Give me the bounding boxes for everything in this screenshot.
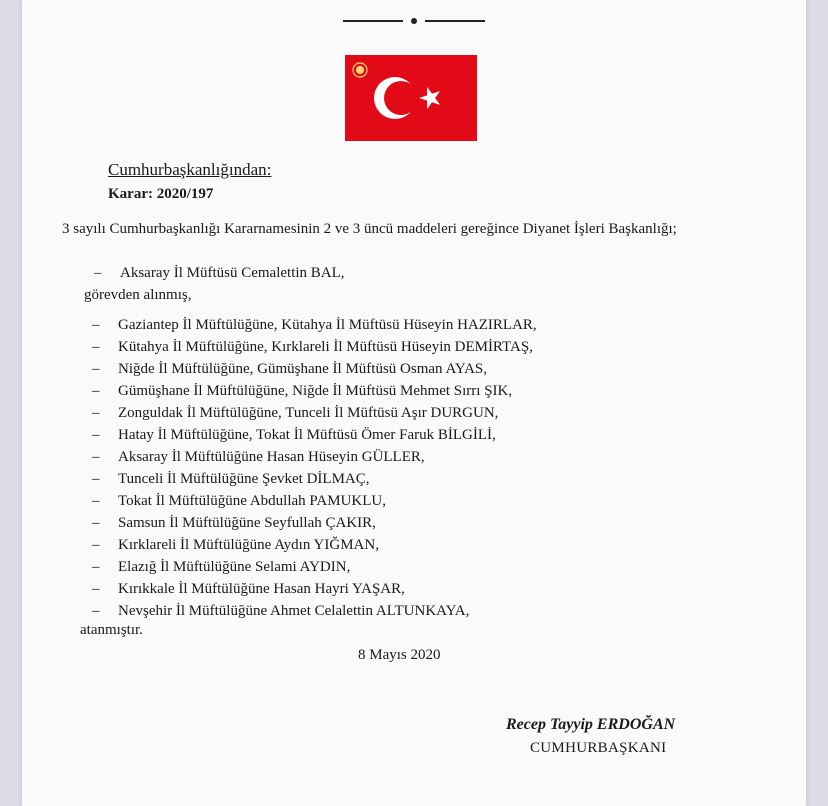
list-item-text: Kırklareli İl Müftülüğüne Aydın YIĞMAN, xyxy=(118,537,379,553)
turkish-flag-icon xyxy=(345,55,477,141)
list-item-text: Gümüşhane İl Müftülüğüne, Niğde İl Müftüsü Mehmet Sırrı ŞIK, xyxy=(118,383,513,399)
list-dash: – xyxy=(92,515,100,531)
list-dash: – xyxy=(92,317,100,333)
appointment-list xyxy=(92,314,537,622)
signatory-title: CUMHURBAŞKANI xyxy=(530,740,667,756)
decree-date: 8 Mayıs 2020 xyxy=(358,647,441,663)
removed-official xyxy=(94,265,345,282)
list-dash: – xyxy=(94,265,102,281)
list-item xyxy=(92,424,537,446)
list-item xyxy=(92,336,537,358)
list-item xyxy=(92,314,537,336)
list-dash: – xyxy=(92,581,100,597)
header-ornament xyxy=(22,18,806,24)
list-item-text: Kırıkkale İl Müftülüğüne Hasan Hayri YAŞAR, xyxy=(118,581,405,597)
list-item xyxy=(92,468,537,490)
list-dash: – xyxy=(92,471,100,487)
ornament-dot xyxy=(411,18,417,24)
list-item xyxy=(92,490,537,512)
list-item-text: Gaziantep İl Müftülüğüne, Kütahya İl Müftüsü Hüseyin HAZIRLAR, xyxy=(118,317,537,333)
list-item-text: Hatay İl Müftülüğüne, Tokat İl Müftüsü Ömer Faruk BİLGİLİ, xyxy=(118,427,496,443)
list-item-text: Tunceli İl Müftülüğüne Şevket DİLMAÇ, xyxy=(118,471,370,487)
list-item-text: Niğde İl Müftülüğüne, Gümüşhane İl Müftüsü Osman AYAS, xyxy=(118,361,488,377)
issuing-authority-heading: Cumhurbaşkanlığından: xyxy=(108,160,272,179)
ornament-line-right xyxy=(425,20,485,22)
list-item-text: Aksaray İl Müftülüğüne Hasan Hüseyin GÜLLER, xyxy=(118,449,425,465)
list-item xyxy=(92,578,537,600)
signatory-name: Recep Tayyip ERDOĞAN xyxy=(506,716,676,733)
list-item-text: Tokat İl Müftülüğüne Abdullah PAMUKLU, xyxy=(118,493,386,509)
list-item-text: Kütahya İl Müftülüğüne, Kırklareli İl Müftüsü Hüseyin DEMİRTAŞ, xyxy=(118,339,533,355)
list-item xyxy=(92,534,537,556)
decision-number: Karar: 2020/197 xyxy=(108,186,214,202)
list-item-text: Elazığ İl Müftülüğüne Selami AYDIN, xyxy=(118,559,351,575)
list-item xyxy=(92,446,537,468)
list-dash: – xyxy=(92,383,100,399)
list-dash: – xyxy=(92,559,100,575)
list-dash: – xyxy=(92,361,100,377)
list-item xyxy=(92,556,537,578)
document-page xyxy=(22,0,806,806)
removed-official-text: Aksaray İl Müftüsü Cemalettin BAL, xyxy=(120,265,345,281)
list-item xyxy=(92,380,537,402)
appointed-note: atanmıştır. xyxy=(80,622,143,638)
list-dash: – xyxy=(92,537,100,553)
list-dash: – xyxy=(92,405,100,421)
list-item xyxy=(92,512,537,534)
list-item-text: Samsun İl Müftülüğüne Seyfullah ÇAKIR, xyxy=(118,515,376,531)
removed-note: görevden alınmış, xyxy=(84,287,192,303)
list-dash: – xyxy=(92,339,100,355)
list-dash: – xyxy=(92,427,100,443)
flag-crescent-inner xyxy=(384,81,418,115)
list-item xyxy=(92,600,537,622)
list-item xyxy=(92,358,537,380)
list-item-text: Zonguldak İl Müftülüğüne, Tunceli İl Müftüsü Aşır DURGUN, xyxy=(118,405,499,421)
list-item xyxy=(92,402,537,424)
list-item-text: Nevşehir İl Müftülüğüne Ahmet Celalettin ALTUNKAYA, xyxy=(118,603,470,619)
ornament-line-left xyxy=(343,20,403,22)
list-dash: – xyxy=(92,449,100,465)
list-dash: – xyxy=(92,603,100,619)
decree-intro: 3 sayılı Cumhurbaşkanlığı Kararnamesinin 2 ve 3 üncü maddeleri gereğince Diyanet İşleri Başkanlığı; xyxy=(62,221,677,237)
list-dash: – xyxy=(92,493,100,509)
